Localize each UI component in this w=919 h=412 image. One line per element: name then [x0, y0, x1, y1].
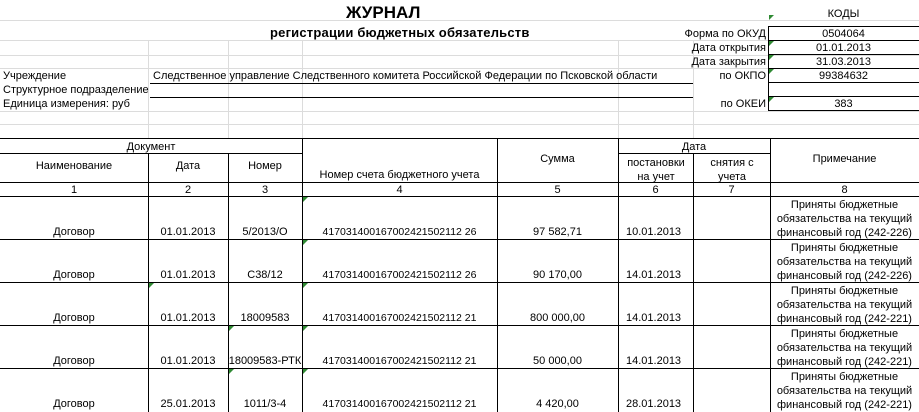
cell-name: Договор: [53, 269, 95, 281]
cell-date: 01.01.2013: [160, 269, 216, 281]
cell-number: 1011/3-4: [243, 398, 287, 410]
okei-label: по ОКЕИ: [720, 98, 766, 110]
cell-sum: 90 170,00: [533, 269, 582, 281]
close-date-value[interactable]: 31.03.2013: [815, 56, 872, 68]
cell-sum: 50 000,00: [533, 355, 582, 367]
cell-date: 01.01.2013: [160, 226, 216, 238]
cell-posted: 14.01.2013: [626, 312, 682, 324]
cell-date: 01.01.2013: [160, 312, 216, 324]
col-num-4: 4: [396, 184, 403, 196]
institution-value[interactable]: Следственное управление Следственного комитета Российской Федерации по Псковской области: [153, 70, 658, 82]
col-account-header: Номер счета бюджетного учета: [319, 169, 480, 181]
cell-name: Договор: [53, 226, 95, 238]
cell-number: С38/12: [247, 269, 283, 281]
close-date-label: Дата закрытия: [691, 56, 766, 68]
cell-name: Договор: [53, 312, 95, 324]
cell-note: Приняты бюджетные обязательства на текущий финансовый год (242-221): [776, 285, 913, 325]
cell-posted: 10.01.2013: [626, 226, 682, 238]
okud-value[interactable]: 0504064: [822, 28, 865, 40]
okud-label: Форма по ОКУД: [684, 28, 766, 40]
col-note-header: Примечание: [812, 153, 877, 165]
cell-account: 417031400167002421502112 21: [322, 312, 477, 324]
cell-note: Приняты бюджетные обязательства на текущий финансовый год (242-226): [776, 242, 913, 282]
okei-value[interactable]: 383: [834, 98, 853, 110]
division-label: Структурное подразделение: [3, 84, 149, 96]
group-date-header: Дата: [681, 141, 707, 153]
col-num-7: 7: [728, 184, 735, 196]
col-num-5: 5: [554, 184, 561, 196]
cell-date: 01.01.2013: [160, 355, 216, 367]
col-date-header: Дата: [175, 160, 201, 172]
cell-note: Приняты бюджетные обязательства на текущий финансовый год (242-226): [776, 199, 913, 239]
cell-name: Договор: [53, 398, 95, 410]
col-num-8: 8: [841, 184, 848, 196]
cell-account: 417031400167002421502112 21: [322, 355, 477, 367]
cell-posted: 14.01.2013: [626, 355, 682, 367]
cell-sum: 800 000,00: [529, 312, 586, 324]
cell-account: 417031400167002421502112 26: [322, 269, 477, 281]
cell-posted: 14.01.2013: [626, 269, 682, 281]
col-num-2: 2: [184, 184, 192, 196]
okpo-label: по ОКПО: [719, 70, 766, 82]
cell-sum: 97 582,71: [533, 226, 582, 238]
cell-number: 5/2013/О: [242, 226, 288, 238]
cell-note: Приняты бюджетные обязательства на текущий финансовый год (242-221): [776, 328, 913, 368]
cell-account: 417031400167002421502112 21: [322, 398, 477, 410]
cell-note: Приняты бюджетные обязательства на текущий финансовый год (242-221): [776, 371, 913, 411]
col-name-header: Наименование: [35, 160, 113, 172]
journal-title: ЖУРНАЛ: [346, 3, 421, 22]
col-num-3: 3: [261, 184, 269, 196]
col-removed-header: снятия с учета: [710, 157, 754, 183]
unit-label: Единица измерения: руб: [3, 98, 130, 110]
col-num-1: 1: [70, 184, 78, 196]
cell-posted: 28.01.2013: [626, 398, 682, 410]
cell-name: Договор: [53, 355, 95, 367]
journal-subtitle: регистрации бюджетных обязательств: [270, 25, 530, 40]
col-sum-header: Сумма: [540, 153, 575, 165]
cell-date: 25.01.2013: [160, 398, 216, 410]
open-date-value[interactable]: 01.01.2013: [815, 42, 872, 54]
cell-account: 417031400167002421502112 26: [322, 226, 477, 238]
codes-header: КОДЫ: [827, 8, 860, 20]
col-posted-header: постановки на учет: [627, 157, 685, 183]
col-number-header: Номер: [248, 160, 282, 172]
institution-label: Учреждение: [3, 70, 67, 82]
group-document-header: Документ: [126, 141, 176, 153]
cell-sum: 4 420,00: [536, 398, 579, 410]
cell-number: 18009583-РТК: [228, 355, 302, 367]
okpo-value[interactable]: 99384632: [819, 70, 868, 82]
open-date-label: Дата открытия: [691, 42, 766, 54]
col-num-6: 6: [652, 184, 659, 196]
cell-number: 18009583: [240, 312, 290, 324]
